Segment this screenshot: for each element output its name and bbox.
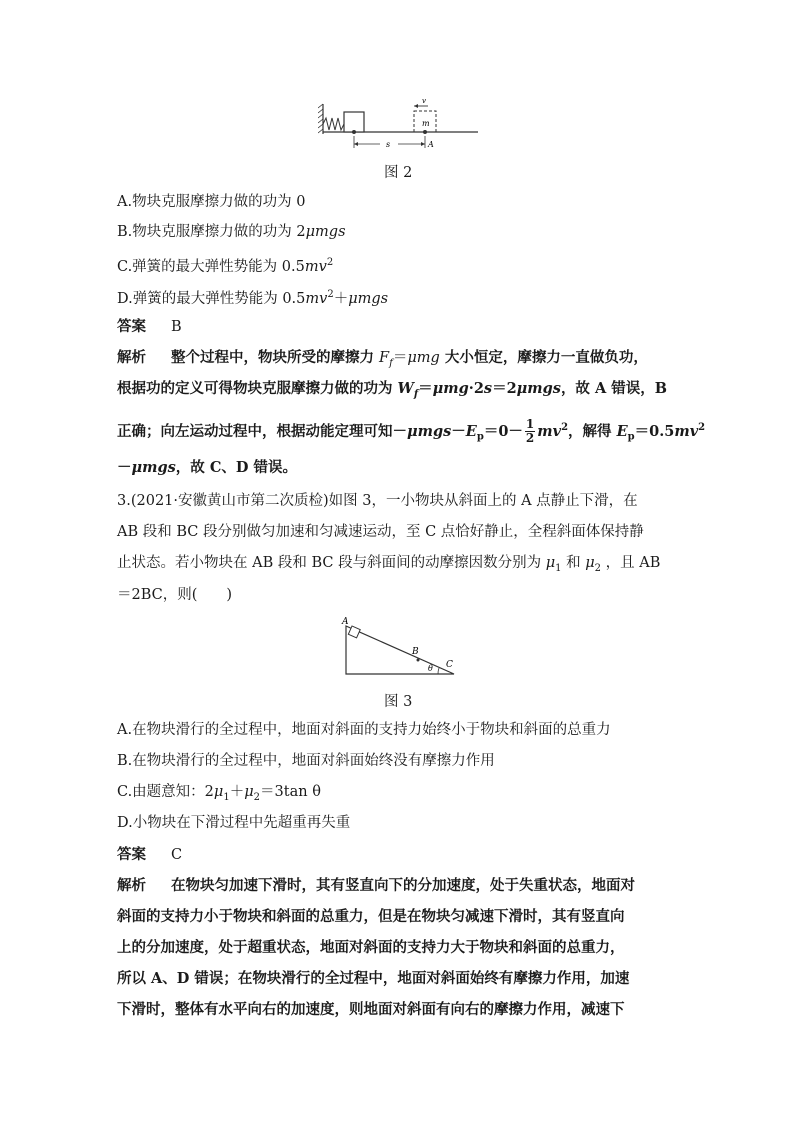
figure-3-caption: 图 3 xyxy=(384,694,413,710)
q2-explain-line-4: －μmgs，故 C、D 错误。 xyxy=(117,459,297,476)
q2-option-b: B.物块克服摩擦力做的功为 2μmgs xyxy=(117,224,346,240)
figure-3-incline xyxy=(336,614,460,678)
q3-explain-line-5: 下滑时，整体有水平向右的加速度，则地面对斜面有向右的摩擦力作用，减速下 xyxy=(117,1001,625,1018)
q2-explain-line-3: 正确；向左运动过程中，根据动能定理可知$-\mu mgs-E_p=0-$ $\frac{1}{2}$ $mv^2$，解得 $E_p=0.5mv^2$ xyxy=(117,417,706,446)
label-A: A xyxy=(342,617,349,627)
q2-option-d: D.弹簧的最大弹性势能为 $0.5mv^2+\mu mgs$ xyxy=(117,289,389,307)
label-C: C xyxy=(446,660,453,670)
label-s: s xyxy=(386,140,391,149)
figure-2-caption: 图 2 xyxy=(384,165,413,181)
label-theta: θ xyxy=(428,664,433,673)
label-v: v xyxy=(422,97,426,105)
label-B: B xyxy=(412,647,419,657)
q2-explain-line-2: 根据功的定义可得物块克服摩擦力做的功为 $W_f=\mu mg\cdot 2s=2\mu mgs$，故 A 错误，B xyxy=(117,380,668,400)
q3-stem-line-2: AB 段和 BC 段分别做匀加速和匀减速运动，至 C 点恰好静止，全程斜面体保持静 xyxy=(117,524,644,540)
incline-triangle xyxy=(346,626,454,674)
q3-option-a: A.在物块滑行的全过程中，地面对斜面的支持力始终小于物块和斜面的总重力 xyxy=(117,722,611,738)
spring xyxy=(323,118,344,130)
label-m: m xyxy=(422,119,430,128)
q3-option-b: B.在物块滑行的全过程中，地面对斜面始终没有摩擦力作用 xyxy=(117,753,495,769)
q3-stem-line-4: ＝2BC，则( ) xyxy=(117,587,233,603)
q2-explain-line-1: 解析 整个过程中，物块所受的摩擦力 $F_f=\mu mg$ 大小恒定，摩擦力一直做负功， xyxy=(117,349,648,369)
q3-explain-line-4: 所以 A、D 错误；在物块滑行的全过程中，地面对斜面始终有摩擦力作用，加速 xyxy=(117,970,630,987)
q2-answer: 答案 B xyxy=(117,318,182,335)
q3-stem-line-1: 3.(2021·安徽黄山市第二次质检)如图 3，一小物块从斜面上的 A 点静止下滑，在 xyxy=(117,493,638,509)
block xyxy=(344,112,364,132)
q3-explain-line-3: 上的分加速度，处于超重状态，地面对斜面的支持力大于物块和斜面的总重力， xyxy=(117,939,625,956)
q3-option-c: C.由题意知：$2\mu_1+\mu_2=3\tan$ θ xyxy=(117,784,321,803)
label-A: A xyxy=(428,140,434,149)
fraction-one-half: $\frac{1}{2}$ xyxy=(525,417,535,446)
q3-stem-line-3: 止状态。若小物块在 AB 段和 BC 段与斜面间的动摩擦因数分别为 $\mu_1$ 和 $\mu_2$ ，且 AB xyxy=(117,555,661,574)
figure-2-spring-block xyxy=(318,96,482,154)
q3-option-d: D.小物块在下滑过程中先超重再失重 xyxy=(117,815,351,831)
q2-option-a: A.物块克服摩擦力做的功为 0 xyxy=(117,194,306,210)
q3-answer: 答案 C xyxy=(117,846,183,863)
q2-option-c: C.弹簧的最大弹性势能为 $0.5mv^2$ xyxy=(117,257,334,275)
q3-explain-line-1: 解析 在物块匀加速下滑时，其有竖直向下的分加速度，处于失重状态，地面对 xyxy=(117,877,635,894)
q3-explain-line-2: 斜面的支持力小于物块和斜面的总重力，但是在物块匀减速下滑时，其有竖直向 xyxy=(117,908,625,925)
